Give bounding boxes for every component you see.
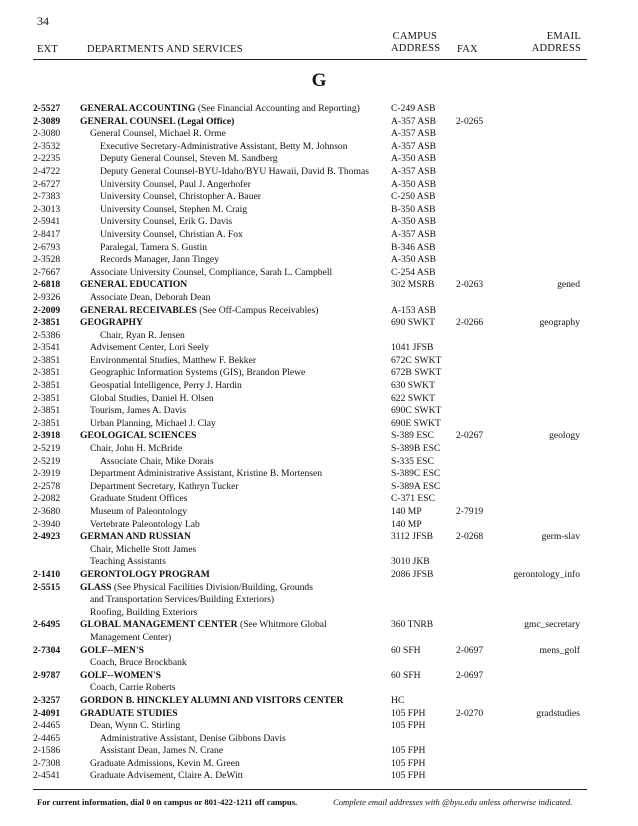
extension: 2-3541	[33, 342, 61, 354]
directory-row	[0, 682, 638, 695]
department-name	[80, 670, 161, 683]
entry-title: GRADUATE STUDIES	[80, 707, 178, 719]
campus-address: 3010 JKB	[391, 556, 430, 568]
campus-address: 302 MSRB	[391, 279, 435, 291]
extension: 2-3851	[33, 392, 61, 404]
campus-address: A-153 ASB	[391, 304, 437, 316]
extension: 2-3851	[33, 417, 61, 429]
directory-row	[0, 733, 638, 746]
entry-note: (See Financial Accounting and Reporting)	[195, 103, 360, 114]
entry-title: Urban Planning, Michael J. Clay	[90, 417, 216, 429]
entry-name	[80, 745, 223, 758]
entry-title: Assistant Dean, James N. Crane	[100, 745, 224, 757]
extension: 2-5219	[33, 443, 61, 455]
entry-title: GLASS	[80, 581, 112, 593]
directory-row	[0, 758, 638, 771]
campus-address: S-389A ESC	[391, 480, 441, 492]
campus-address: HC	[391, 694, 405, 706]
department-name	[80, 430, 197, 443]
entry-name	[80, 770, 243, 783]
column-header-email-address: EMAIL ADDRESS	[531, 31, 581, 54]
entry-title: Global Studies, Daniel H. Olsen	[90, 392, 214, 404]
entry-title: Management Center)	[90, 631, 172, 643]
department-name	[80, 619, 327, 632]
entry-title: Executive Secretary-Administrative Assistant, Betty M. Johnson	[100, 140, 348, 152]
fax-number: 2-7919	[456, 506, 484, 517]
entry-title: GERMAN AND RUSSIAN	[80, 531, 191, 543]
entry-name	[80, 292, 210, 305]
entry-name	[80, 758, 240, 771]
department-name	[80, 582, 313, 595]
extension: 2-7304	[33, 644, 61, 656]
campus-address: A-357 ASB	[391, 115, 437, 127]
footer-rule	[33, 789, 587, 790]
campus-address: 622 SWKT	[391, 392, 435, 404]
campus-address: 60 SFH	[391, 669, 421, 681]
directory-row	[0, 582, 638, 595]
extension: 2-3089	[33, 115, 61, 127]
directory-row	[0, 355, 638, 368]
directory-row	[0, 594, 638, 607]
campus-address: 140 MP	[391, 506, 422, 517]
campus-address: S-389 ESC	[391, 430, 434, 442]
email-address: geography	[539, 317, 580, 329]
extension: 2-5386	[33, 329, 61, 341]
entry-title: GOLF--MEN'S	[80, 644, 144, 656]
extension: 2-4541	[33, 770, 61, 782]
campus-address: A-357 ASB	[391, 128, 437, 140]
entry-title: Department Secretary, Kathryn Tucker	[90, 480, 239, 492]
entry-name	[80, 242, 207, 255]
email-address: gmc_secretary	[524, 619, 580, 631]
entry-name	[80, 216, 232, 229]
extension: 2-4465	[33, 720, 61, 732]
directory-row	[0, 531, 638, 544]
directory-row	[0, 670, 638, 683]
extension: 2-3851	[33, 354, 61, 366]
fax-number: 2-0270	[456, 707, 484, 719]
entry-name	[80, 519, 200, 532]
extension: 2-3532	[33, 140, 61, 152]
extension: 2-3528	[33, 254, 61, 266]
entry-name	[80, 380, 242, 393]
entry-title: Teaching Assistants	[90, 556, 166, 568]
entry-name	[80, 367, 305, 380]
directory-row	[0, 569, 638, 582]
entry-title: University Counsel, Christian A. Fox	[100, 228, 243, 240]
entry-title: GOLF--WOMEN'S	[80, 669, 162, 681]
department-name	[80, 317, 143, 330]
extension: 2-7383	[33, 191, 61, 203]
directory-row	[0, 229, 638, 242]
directory-row	[0, 556, 638, 569]
entry-name	[80, 733, 286, 746]
entry-name	[80, 330, 185, 343]
extension: 2-6793	[33, 241, 61, 253]
directory-row	[0, 380, 638, 393]
page-number: 34	[37, 14, 49, 28]
campus-address: B-350 ASB	[391, 203, 436, 215]
campus-address: 105 FPH	[391, 720, 426, 732]
fax-number: 2-0697	[456, 669, 484, 681]
entry-name	[80, 443, 182, 456]
directory-row	[0, 179, 638, 192]
entry-title: GENERAL EDUCATION	[80, 279, 188, 291]
department-name	[80, 116, 234, 129]
entry-title: and Transportation Services/Building Exteriors)	[90, 594, 275, 606]
directory-row	[0, 292, 638, 305]
fax-number: 2-0267	[456, 430, 484, 442]
extension: 2-2009	[33, 304, 61, 316]
directory-row	[0, 695, 638, 708]
entry-title: University Counsel, Erik G. Davis	[100, 216, 233, 228]
entry-name	[80, 355, 256, 368]
entry-name	[80, 456, 214, 469]
entry-title: University Counsel, Christopher A. Bauer	[100, 191, 261, 203]
email-address: germ-slav	[541, 531, 580, 543]
campus-address: C-249 ASB	[391, 103, 436, 114]
campus-address: 690C SWKT	[391, 405, 442, 417]
directory-row	[0, 619, 638, 632]
entry-title: Deputy General Counsel-BYU-Idaho/BYU Hawaii, David B. Thomas	[100, 165, 369, 177]
extension: 2-3257	[33, 694, 61, 706]
campus-address: S-389B ESC	[391, 443, 441, 455]
directory-row	[0, 116, 638, 129]
department-name	[80, 531, 191, 544]
campus-address: 630 SWKT	[391, 380, 435, 392]
entry-name	[80, 632, 171, 645]
entry-name	[80, 229, 243, 242]
directory-row	[0, 456, 638, 469]
column-header-fax: FAX	[457, 44, 478, 55]
entry-title: Environmental Studies, Matthew F. Bekker	[90, 354, 257, 366]
directory-row	[0, 317, 638, 330]
directory-row	[0, 153, 638, 166]
entry-title: Museum of Paleontology	[90, 506, 187, 517]
directory-row	[0, 216, 638, 229]
campus-address: 2086 JFSB	[391, 568, 434, 580]
department-name	[80, 708, 178, 721]
extension: 2-1586	[33, 745, 61, 757]
entry-title: Advisement Center, Lori Seely	[90, 342, 209, 354]
entry-name	[80, 342, 209, 355]
entry-name	[80, 405, 186, 418]
campus-address: 690E SWKT	[391, 417, 441, 429]
directory-row	[0, 393, 638, 406]
entry-note: (See Whitmore Global	[237, 619, 327, 631]
extension: 2-3851	[33, 367, 61, 379]
entry-title: GORDON B. HINCKLEY ALUMNI AND VISITORS CENTER	[80, 694, 344, 706]
extension: 2-3680	[33, 506, 61, 517]
entry-title: Records Manager, Jann Tingey	[100, 254, 219, 266]
entry-name	[80, 657, 187, 670]
entry-name	[80, 682, 176, 695]
column-header-departments: DEPARTMENTS AND SERVICES	[87, 44, 243, 55]
extension: 2-3918	[33, 430, 61, 442]
campus-address: A-350 ASB	[391, 254, 437, 266]
entry-title: Coach, Carrie Roberts	[90, 682, 176, 694]
directory-row	[0, 645, 638, 658]
email-address: geology	[549, 430, 580, 442]
campus-address: A-350 ASB	[391, 216, 437, 228]
directory-row	[0, 430, 638, 443]
directory-row	[0, 330, 638, 343]
campus-address: B-346 ASB	[391, 241, 436, 253]
campus-address: 105 FPH	[391, 745, 426, 757]
entry-note: (See Physical Facilities Division/Building, Grounds	[111, 581, 313, 593]
directory-row	[0, 657, 638, 670]
directory-row	[0, 493, 638, 506]
extension: 2-5941	[33, 216, 61, 228]
entry-title: Paralegal, Tamera S. Gustin	[100, 241, 208, 253]
directory-row	[0, 405, 638, 418]
entry-title: GENERAL ACCOUNTING	[80, 103, 196, 114]
extension: 2-4923	[33, 531, 61, 543]
entry-name	[80, 493, 187, 506]
entry-title: Geospatial Intelligence, Perry J. Hardin	[90, 380, 242, 392]
directory-row	[0, 267, 638, 280]
entry-name	[80, 544, 196, 557]
directory-row	[0, 607, 638, 620]
campus-address: 672C SWKT	[391, 354, 442, 366]
campus-address: 140 MP	[391, 518, 422, 530]
department-name	[80, 279, 187, 292]
extension: 2-8417	[33, 228, 61, 240]
entry-title: Chair, John H. McBride	[90, 443, 183, 455]
extension: 2-6818	[33, 279, 61, 291]
entry-name	[80, 393, 214, 406]
directory-row	[0, 254, 638, 267]
department-name	[80, 103, 360, 116]
entry-title: Associate Chair, Mike Dorais	[100, 455, 214, 467]
entry-name	[80, 418, 216, 431]
extension: 2-3851	[33, 380, 61, 392]
entry-name	[80, 607, 197, 620]
entry-title: Coach, Bruce Brockbank	[90, 657, 187, 669]
campus-address: 3112 JFSB	[391, 531, 434, 543]
entry-title: Tourism, James A. Davis	[90, 405, 187, 417]
fax-number: 2-0268	[456, 531, 484, 543]
directory-row	[0, 745, 638, 758]
extension: 2-2235	[33, 153, 61, 165]
header-rule	[33, 59, 587, 60]
extension: 2-4091	[33, 707, 61, 719]
column-header-campus-address: CAMPUS ADDRESS	[391, 31, 441, 54]
email-address: gerontology_info	[513, 568, 580, 580]
fax-number: 2-0697	[456, 644, 484, 656]
directory-row	[0, 242, 638, 255]
entry-title: GEOLOGICAL SCIENCES	[80, 430, 197, 442]
entry-name	[80, 267, 332, 280]
extension: 2-1410	[33, 568, 61, 580]
directory-row	[0, 506, 638, 519]
department-name	[80, 305, 318, 318]
entry-title: GENERAL RECEIVABLES	[80, 304, 197, 316]
extension: 2-9326	[33, 291, 61, 303]
entry-name	[80, 141, 348, 154]
column-header-ext: EXT	[37, 44, 59, 55]
directory-row	[0, 418, 638, 431]
extension: 2-5515	[33, 581, 61, 593]
directory-row	[0, 204, 638, 217]
directory-row	[0, 544, 638, 557]
entry-name	[80, 204, 247, 217]
entry-title: Roofing, Building Exteriors	[90, 606, 198, 618]
entry-name	[80, 153, 278, 166]
campus-address: C-254 ASB	[391, 266, 436, 278]
campus-address: A-357 ASB	[391, 140, 437, 152]
extension: 2-3919	[33, 468, 61, 480]
entry-title: GERONTOLOGY PROGRAM	[80, 568, 210, 580]
section-letter: G	[311, 70, 327, 91]
department-name	[80, 645, 144, 658]
fax-number: 2-0265	[456, 115, 484, 127]
entry-name	[80, 468, 322, 481]
entry-name	[80, 254, 219, 267]
fax-number: 2-0266	[456, 317, 484, 329]
entry-title: GEOGRAPHY	[80, 317, 143, 329]
directory-row	[0, 519, 638, 532]
campus-address: C-371 ESC	[391, 493, 435, 505]
extension: 2-2082	[33, 493, 61, 505]
campus-address: C-250 ASB	[391, 191, 436, 203]
entry-name	[80, 128, 226, 141]
campus-address: 1041 JFSB	[391, 342, 434, 354]
entry-title: Graduate Student Offices	[90, 493, 188, 505]
entry-title: Chair, Ryan R. Jensen	[100, 329, 185, 341]
directory-row	[0, 770, 638, 783]
email-address: mens_golf	[539, 644, 580, 656]
department-name	[80, 695, 343, 708]
campus-address: 690 SWKT	[391, 317, 435, 329]
extension: 2-2578	[33, 480, 61, 492]
entry-title: Graduate Advisement, Claire A. DeWitt	[90, 770, 244, 782]
extension: 2-3940	[33, 518, 61, 530]
entry-name	[80, 179, 251, 192]
directory-row	[0, 305, 638, 318]
campus-address: S-335 ESC	[391, 455, 434, 467]
campus-address: 672B SWKT	[391, 367, 442, 379]
extension: 2-5219	[33, 455, 61, 467]
directory-row	[0, 367, 638, 380]
entry-title: University Counsel, Stephen M. Craig	[100, 203, 248, 215]
campus-address: A-350 ASB	[391, 178, 437, 190]
entry-title: Administrative Assistant, Denise Gibbons Davis	[100, 732, 286, 744]
entry-title: Dean, Wynn C. Stirling	[90, 720, 181, 732]
entry-title: Department Administrative Assistant, Kristine B. Mortensen	[90, 468, 323, 480]
directory-row	[0, 103, 638, 116]
extension: 2-7308	[33, 757, 61, 769]
campus-address: 105 FPH	[391, 757, 426, 769]
campus-address: 105 FPH	[391, 770, 426, 782]
directory-row	[0, 443, 638, 456]
email-address: gened	[557, 279, 580, 291]
entry-name	[80, 594, 274, 607]
directory-row	[0, 279, 638, 292]
campus-address: A-357 ASB	[391, 165, 437, 177]
directory-row	[0, 166, 638, 179]
campus-address: S-389C ESC	[391, 468, 441, 480]
extension: 2-3013	[33, 203, 61, 215]
entry-note: (See Off-Campus Receivables)	[196, 304, 319, 316]
directory-row	[0, 191, 638, 204]
entry-title: Associate University Counsel, Compliance, Sarah L. Campbell	[90, 266, 333, 278]
extension: 2-6495	[33, 619, 61, 631]
directory-row	[0, 708, 638, 721]
entry-name	[80, 481, 239, 494]
entry-name	[80, 191, 261, 204]
entry-title: Chair, Michelle Stott James	[90, 543, 197, 555]
campus-address: 360 TNRB	[391, 619, 434, 631]
entry-title: GENERAL COUNSEL (Legal Office)	[80, 115, 235, 127]
email-address: gradstudies	[536, 707, 580, 719]
directory-row	[0, 141, 638, 154]
entry-title: Graduate Admissions, Kevin M. Green	[90, 757, 240, 769]
campus-address: 60 SFH	[391, 644, 421, 656]
directory-row	[0, 128, 638, 141]
entry-title: Associate Dean, Deborah Dean	[90, 291, 211, 303]
extension: 2-5527	[33, 103, 61, 114]
directory-list	[0, 103, 638, 783]
entry-title: Deputy General Counsel, Steven M. Sandberg	[100, 153, 278, 165]
extension: 2-4722	[33, 165, 61, 177]
entry-title: GLOBAL MANAGEMENT CENTER	[80, 619, 238, 631]
directory-row	[0, 632, 638, 645]
extension: 2-6727	[33, 178, 61, 190]
entry-title: Geographic Information Systems (GIS), Brandon Plewe	[90, 367, 306, 379]
extension: 2-3080	[33, 128, 61, 140]
entry-title: Vertebrate Paleontology Lab	[90, 518, 200, 530]
department-name	[80, 569, 210, 582]
entry-title: University Counsel, Paul J. Angerhofer	[100, 178, 251, 190]
entry-name	[80, 506, 187, 519]
campus-address: 105 FPH	[391, 707, 426, 719]
extension: 2-4465	[33, 732, 61, 744]
extension: 2-9787	[33, 669, 61, 681]
footer-phone-info: For current information, dial 0 on campus or 801-422-1211 off campus.	[37, 797, 298, 807]
campus-address: A-350 ASB	[391, 153, 437, 165]
extension: 2-7667	[33, 266, 61, 278]
directory-row	[0, 468, 638, 481]
entry-name	[80, 556, 166, 569]
entry-name	[80, 720, 180, 733]
entry-title: General Counsel, Michael R. Orme	[90, 128, 226, 140]
campus-address: A-357 ASB	[391, 228, 437, 240]
footer-email-info: Complete email addresses with @byu.edu unless otherwise indicated.	[333, 797, 573, 807]
extension: 2-3851	[33, 317, 61, 329]
fax-number: 2-0263	[456, 279, 484, 291]
extension: 2-3851	[33, 405, 61, 417]
directory-row	[0, 720, 638, 733]
directory-row	[0, 481, 638, 494]
directory-row	[0, 342, 638, 355]
entry-name	[80, 166, 369, 179]
